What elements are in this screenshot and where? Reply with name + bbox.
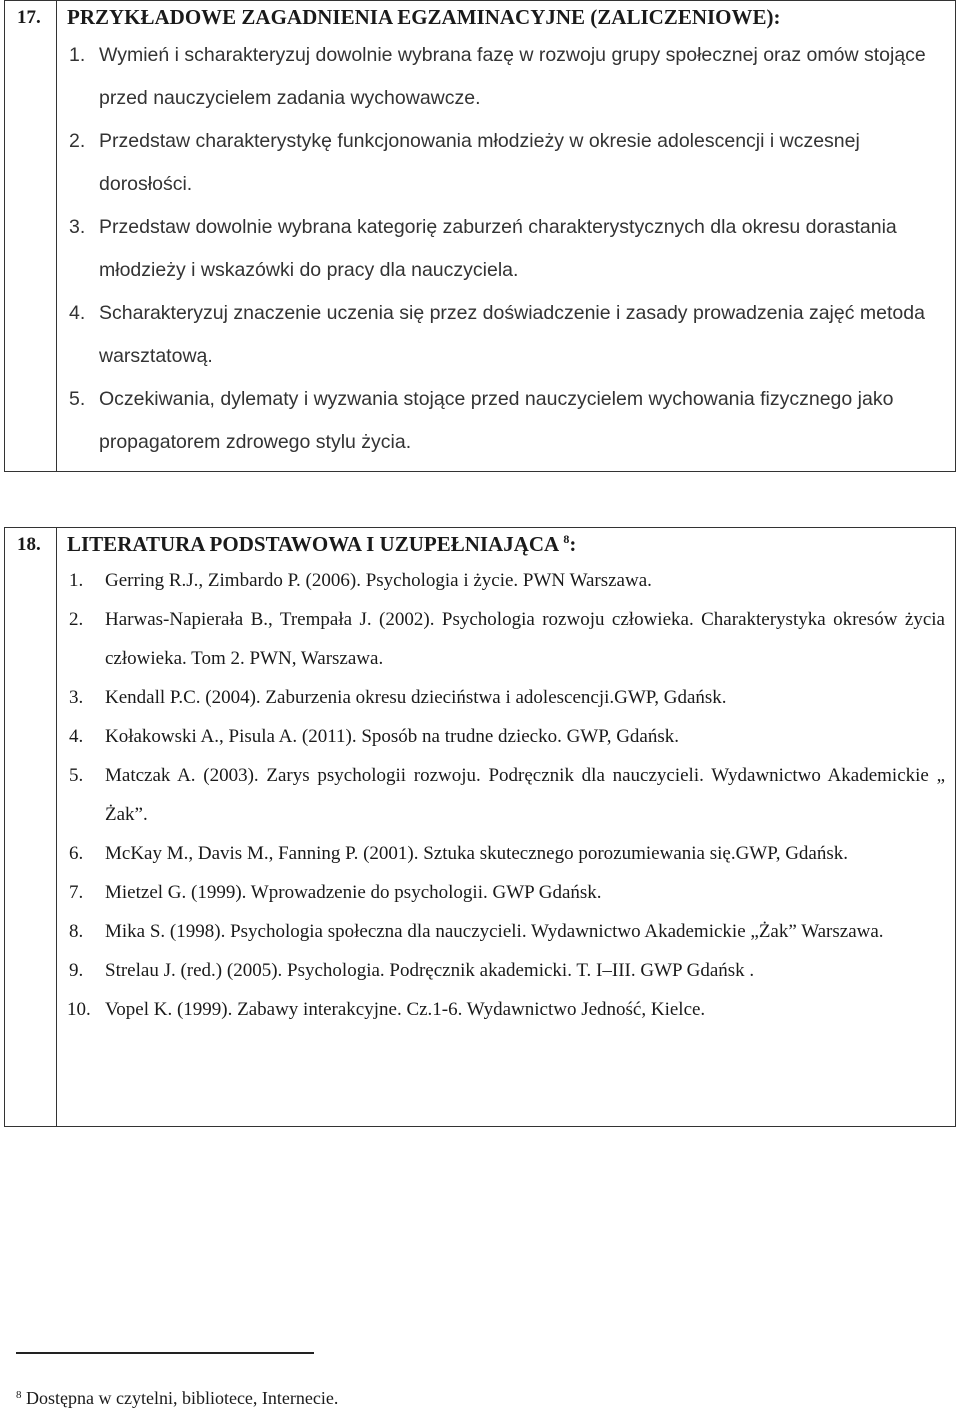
footnote <box>16 1388 338 1409</box>
list-item: 4. Scharakteryzuj znaczenie uczenia się przez doświadczenie i zasady prowadzenia zajęć metoda warsztatową. <box>69 302 925 367</box>
list-item: 7. Mietzel G. (1999). Wprowadzenie do psychologii. GWP Gdańsk. <box>69 882 602 903</box>
section-content <box>57 1 956 472</box>
list-item: 6. McKay M., Davis M., Fanning P. (2001). Sztuka skutecznego porozumiewania się.GWP, Gdańsk. <box>69 843 848 864</box>
section-number: 18. <box>5 528 57 1127</box>
footnote-ref: 8 <box>563 532 570 546</box>
references-list <box>67 561 945 1029</box>
list-item: 5. Oczekiwania, dylematy i wyzwania stojące przed nauczycielem wychowania fizycznego jako propagatorem zdrowego stylu życia. <box>69 388 894 453</box>
questions-list <box>67 34 945 464</box>
section-17-table <box>4 0 956 472</box>
list-item: 1. Gerring R.J., Zimbardo P. (2006). Psychologia i życie. PWN Warszawa. <box>69 570 652 591</box>
list-item: 4. Kołakowski A., Pisula A. (2011). Sposób na trudne dziecko. GWP, Gdańsk. <box>69 726 679 747</box>
section-number: 17. <box>5 1 57 472</box>
list-item: 5. Matczak A. (2003). Zarys psychologii rozwoju. Podręcznik dla nauczycieli. Wydawnictwo Akademickie „ Żak”. <box>69 765 945 825</box>
section-18-table <box>4 527 956 1127</box>
list-item: 10. Vopel K. (1999). Zabawy interakcyjne. Cz.1-6. Wydawnictwo Jedność, Kielce. <box>67 999 706 1020</box>
list-item: 9. Strelau J. (red.) (2005). Psychologia. Podręcznik akademicki. T. I–III. GWP Gdańsk . <box>69 960 755 981</box>
list-item: 2. Przedstaw charakterystykę funkcjonowania młodzieży w okresie adolescencji i wczesnej dorosłości. <box>69 130 860 195</box>
footnote-text: Dostępna w czytelni, bibliotece, Internecie. <box>26 1388 339 1408</box>
section-heading: PRZYKŁADOWE ZAGADNIENIA EGZAMINACYJNE (ZALICZENIOWE): <box>67 5 781 29</box>
section-heading: LITERATURA PODSTAWOWA I UZUPEŁNIAJĄCA $^8$: <box>67 532 577 556</box>
list-item: 3. Kendall P.C. (2004). Zaburzenia okresu dzieciństwa i adolescencji.GWP, Gdańsk. <box>69 687 727 708</box>
list-item: 3. Przedstaw dowolnie wybrana kategorię zaburzeń charakterystycznych dla okresu dorastania młodzieży i wskazówki do pracy dla nauczyciela. <box>69 216 897 281</box>
list-item: 1. Wymień i scharakteryzuj dowolnie wybrana fazę w rozwoju grupy społecznej oraz omów stojące przed nauczycielem zadania wychowawcze. <box>69 44 926 109</box>
footnote-divider <box>16 1352 314 1354</box>
section-content <box>57 528 956 1127</box>
footnote-marker: 8 <box>16 1389 22 1401</box>
list-item: 8. Mika S. (1998). Psychologia społeczna dla nauczycieli. Wydawnictwo Akademickie „Żak” Warszawa. <box>69 921 884 942</box>
list-item: 2. Harwas-Napierała B., Trempała J. (2002). Psychologia rozwoju człowieka. Charakterystyka okresów życia człowieka. Tom 2. PWN, Warszawa. <box>69 609 945 669</box>
